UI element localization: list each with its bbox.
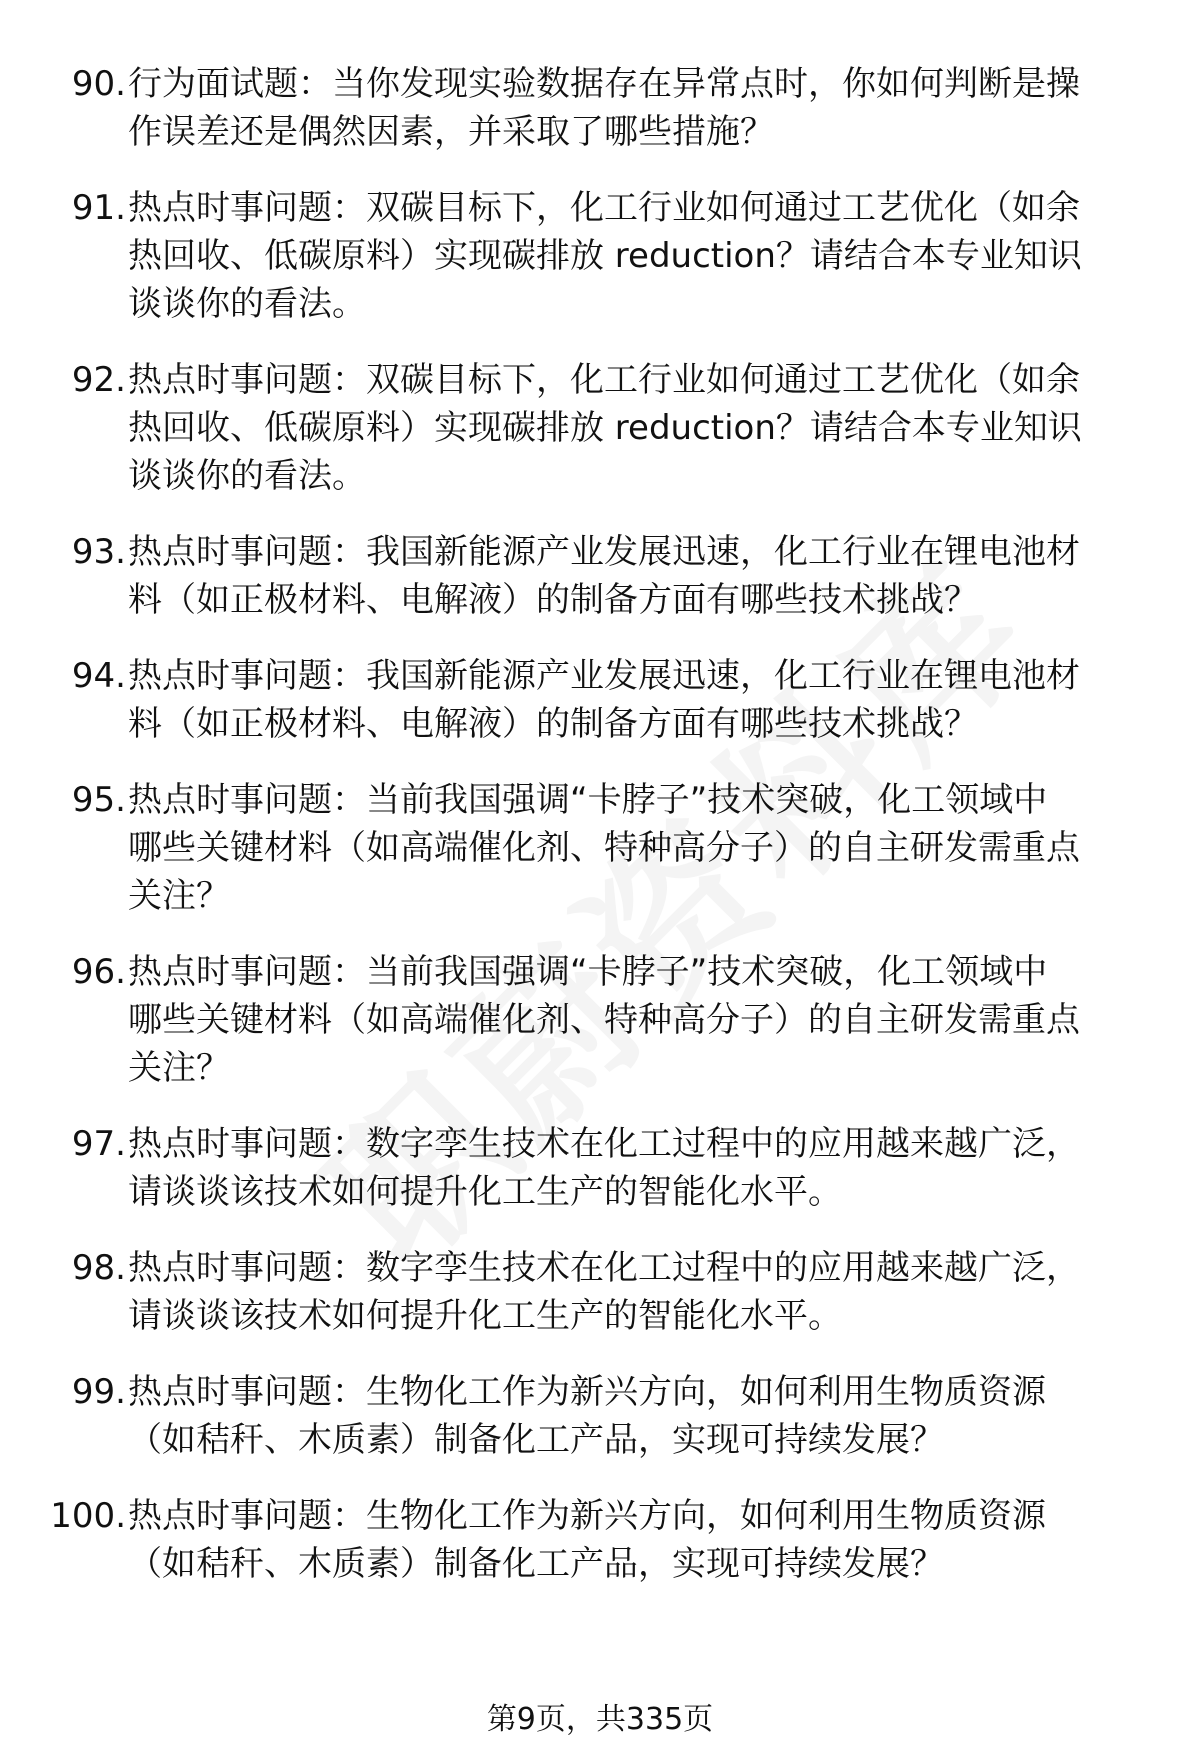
question-text: 热点时事问题：双碳目标下，化工行业如何通过工艺优化（如余 热回收、低碳原料）实现碳排放 reduction？请结合本专业知识 谈谈你的看法。 [128, 360, 1082, 496]
question-item [0, 948, 1200, 1092]
question-number: 94. [71, 656, 126, 696]
question-list [0, 60, 1200, 1616]
question-item [0, 1368, 1200, 1464]
question-item [0, 528, 1200, 624]
question-number: 97. [71, 1124, 126, 1164]
question-item [0, 1244, 1200, 1340]
question-item [0, 1120, 1200, 1216]
question-number: 92. [71, 360, 126, 400]
question-item [0, 60, 1200, 156]
question-text: 行为面试题：当你发现实验数据存在异常点时，你如何判断是操 作误差还是偶然因素，并采取了哪些措施？ [128, 64, 1080, 152]
question-text: 热点时事问题：当前我国强调“卡脖子”技术突破，化工领域中 哪些关键材料（如高端催化剂、特种高分子）的自主研发需重点 关注？ [128, 780, 1080, 916]
question-text: 热点时事问题：生物化工作为新兴方向，如何利用生物质资源 （如秸秆、木质素）制备化工产品，实现可持续发展？ [128, 1496, 1046, 1584]
question-item [0, 776, 1200, 920]
question-text: 热点时事问题：数字孪生技术在化工过程中的应用越来越广泛， 请谈谈该技术如何提升化工生产的智能化水平。 [128, 1248, 1080, 1336]
question-number: 99. [71, 1372, 126, 1412]
question-number: 100. [50, 1496, 126, 1536]
question-text: 热点时事问题：生物化工作为新兴方向，如何利用生物质资源 （如秸秆、木质素）制备化工产品，实现可持续发展？ [128, 1372, 1046, 1460]
question-text: 热点时事问题：我国新能源产业发展迅速，化工行业在锂电池材 料（如正极材料、电解液）的制备方面有哪些技术挑战？ [128, 656, 1080, 744]
question-number: 93. [71, 532, 126, 572]
question-item [0, 652, 1200, 748]
question-number: 95. [71, 780, 126, 820]
question-number: 91. [71, 188, 126, 228]
question-item [0, 184, 1200, 328]
page-footer: 第9页，共335页 [486, 1702, 714, 1737]
question-text: 热点时事问题：数字孪生技术在化工过程中的应用越来越广泛， 请谈谈该技术如何提升化工生产的智能化水平。 [128, 1124, 1080, 1212]
question-item [0, 1492, 1200, 1588]
question-text: 热点时事问题：双碳目标下，化工行业如何通过工艺优化（如余 热回收、低碳原料）实现碳排放 reduction？请结合本专业知识 谈谈你的看法。 [128, 188, 1082, 324]
question-number: 96. [71, 952, 126, 992]
question-number: 90. [71, 64, 126, 104]
question-item [0, 356, 1200, 500]
question-text: 热点时事问题：当前我国强调“卡脖子”技术突破，化工领域中 哪些关键材料（如高端催化剂、特种高分子）的自主研发需重点 关注？ [128, 952, 1080, 1088]
question-number: 98. [71, 1248, 126, 1288]
question-text: 热点时事问题：我国新能源产业发展迅速，化工行业在锂电池材 料（如正极材料、电解液）的制备方面有哪些技术挑战？ [128, 532, 1080, 620]
